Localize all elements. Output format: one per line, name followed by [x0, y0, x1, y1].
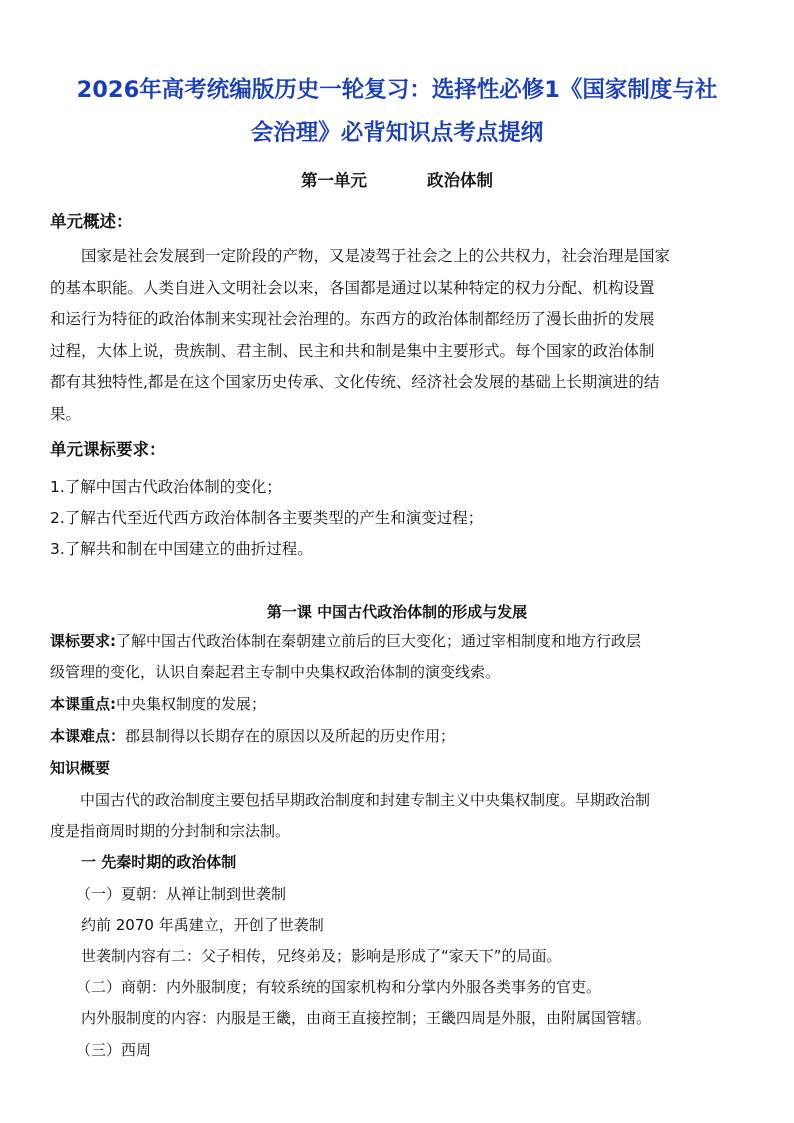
summary-line: 中国古代的政治制度主要包括早期政治制度和封建专制主义中央集权制度。早期政治制 [80, 791, 651, 809]
overview-line: 过程，大体上说，贵族制、君主制、民主和共和制是集中主要形式。每个国家的政治体制 [50, 341, 655, 360]
zhou-heading: （三）西周 [76, 1041, 152, 1059]
lesson-focus [50, 691, 266, 717]
overview-line: 和运行为特征的政治体制来实现社会治理的。东西方的政治体制都经历了漫长曲折的发展 [50, 310, 655, 328]
standard-text: 了解中国古代政治体制在秦朝建立前后的巨大变化；通过宰相制度和地方行政层 [116, 632, 642, 650]
requirements-heading: 单元课标要求： [50, 440, 166, 459]
section-heading: 一 先秦时期的政治体制 [81, 853, 237, 871]
lesson-standard [50, 628, 641, 654]
document-title-line2: 会治理》必背知识点考点提纲 [250, 120, 544, 146]
lesson-difficulty [50, 723, 455, 749]
difficulty-text: 郡县制得以长期存在的原因以及所起的历史作用； [125, 727, 456, 745]
overview-line: 都有其独特性,都是在这个国家历史传承、文化传统、经济社会发展的基础上长期演进的结 [50, 373, 660, 391]
unit-number: 第一单元 [301, 171, 367, 190]
focus-label: 本课重点: [50, 695, 116, 713]
focus-text: 中央集权制度的发展； [116, 695, 267, 713]
requirement-item: 2.了解古代至近代西方政治体制各主要类型的产生和演变过程； [50, 509, 484, 527]
overview-line: 果。 [50, 404, 82, 423]
shang-line: 内外服制度的内容：内服是王畿，由商王直接控制；王畿四周是外服，由附属国管辖。 [81, 1009, 652, 1027]
lesson-standard-continued: 级管理的变化，认识自秦起君主专制中央集权政治体制的演变线索。 [50, 663, 501, 681]
shang-heading: （二）商朝：内外服制度；有较系统的国家机构和分掌内外服各类事务的官吏。 [76, 978, 602, 996]
summary-line: 度是指商周时期的分封制和宗法制。 [50, 822, 291, 840]
document-title-line1: 2026年高考统编版历史一轮复习：选择性必修1《国家制度与社 [76, 77, 718, 103]
summary-heading: 知识概要 [50, 759, 111, 777]
requirement-item: 3.了解共和制在中国建立的曲折过程。 [50, 540, 313, 558]
overview-heading: 单元概述： [50, 212, 133, 231]
requirement-item: 1.了解中国古代政治体制的变化； [50, 478, 282, 496]
lesson-title: 第一课 中国古代政治体制的形成与发展 [266, 603, 528, 621]
overview-line: 国家是社会发展到一定阶段的产物，又是凌驾于社会之上的公共权力，社会治理是国家 [81, 247, 671, 265]
unit-heading [0, 168, 794, 194]
overview-line: 的基本职能。人类自进入文明社会以来，各国都是通过以某种特定的权力分配、机构设置 [50, 278, 655, 297]
xia-heading: （一）夏朝：从禅让制到世袭制 [76, 885, 287, 903]
difficulty-label: 本课难点： [50, 727, 126, 745]
xia-line: 世袭制内容有二：父子相传，兄终弟及；影响是形成了“家天下”的局面。 [81, 947, 562, 965]
unit-name: 政治体制 [427, 171, 493, 190]
xia-line: 约前 2070 年禹建立，开创了世袭制 [81, 916, 324, 934]
standard-label: 课标要求: [50, 632, 116, 650]
overview-paragraph [50, 241, 750, 430]
